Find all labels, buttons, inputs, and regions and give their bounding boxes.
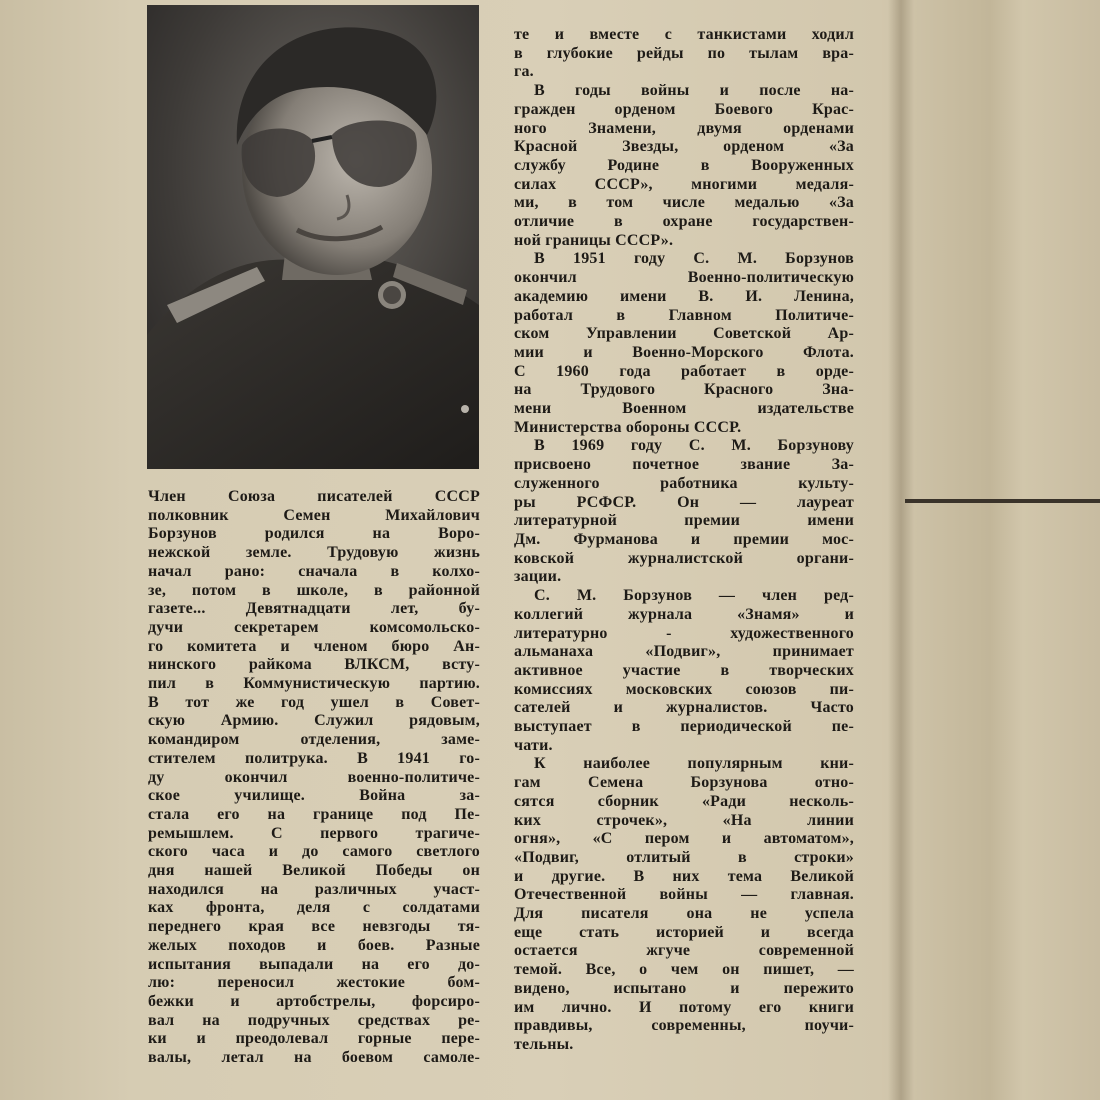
text-line: литературно - художественного xyxy=(514,624,854,642)
text-line: темой. Все, о чем он пишет, — xyxy=(514,961,854,979)
text-line: командиром отделения, заме- xyxy=(148,731,480,749)
text-line: К наиболее популярным кни- xyxy=(534,755,854,773)
text-line: остается жгуче современной xyxy=(514,942,854,960)
text-line: вал на подручных средствах ре- xyxy=(148,1011,480,1029)
text-line: ми, в том числе медалью «За xyxy=(514,194,854,212)
text-line: ского часа и до самого светлого xyxy=(148,843,480,861)
text-line: в глубокие рейды по тылам вра- xyxy=(514,44,854,62)
text-line: ду окончил военно-политиче- xyxy=(148,768,480,786)
text-line: переднего края все невзгоды тя- xyxy=(148,918,480,936)
text-line: тельны. xyxy=(514,1035,574,1053)
text-line: мени Военном издательстве xyxy=(514,400,854,418)
text-line: нинского райкома ВЛКСМ, всту- xyxy=(148,656,480,674)
text-line: мии и Военно-Морского Флота. xyxy=(514,343,854,361)
text-line: зе, потом в школе, в районной xyxy=(148,581,480,599)
page-fold-shadow xyxy=(888,0,914,1100)
text-line: гам Семена Борзунова отно- xyxy=(514,774,854,792)
text-line: «Подвиг, отлитый в строки» xyxy=(514,848,854,866)
text-line: ском Управлении Советской Ар- xyxy=(514,325,854,343)
text-line: те и вместе с танкистами ходил xyxy=(514,26,854,43)
text-line: испытания выпадали на его до- xyxy=(148,955,480,973)
text-line: дня нашей Великой Победы он xyxy=(148,862,480,880)
text-line: ких строчек», «На линии xyxy=(514,811,854,829)
text-line: С 1960 года работает в орде- xyxy=(514,362,854,380)
text-line: комиссиях московских союзов пи- xyxy=(514,680,854,698)
text-line: и другие. В них тема Великой xyxy=(514,867,854,885)
text-line: полковник Семен Михайлович xyxy=(148,506,480,524)
text-line: го комитета и членом бюро Ан- xyxy=(148,637,480,655)
text-line: им лично. И потому его книги xyxy=(514,998,854,1016)
text-line: силах СССР», многими медаля- xyxy=(514,175,854,193)
text-line: сателей и журналистов. Часто xyxy=(514,699,854,717)
text-line: Отечественной войны — главная. xyxy=(514,886,854,904)
horizontal-rule xyxy=(905,499,1100,503)
text-line: лю: переносил жестокие бом- xyxy=(148,974,480,992)
text-line: начал рано: сначала в колхо- xyxy=(148,562,480,580)
text-line: В 1969 году С. М. Борзунову xyxy=(534,437,854,455)
text-line: Для писателя она не успела xyxy=(514,905,854,923)
text-line: В 1951 году С. М. Борзунов xyxy=(534,250,854,268)
text-line: В годы войны и после на- xyxy=(534,82,854,100)
text-line: бежки и артобстрелы, форсиро- xyxy=(148,992,480,1010)
author-portrait-photo xyxy=(147,5,479,469)
text-line: С. М. Борзунов — член ред- xyxy=(534,587,854,605)
text-line: В тот же год ушел в Совет- xyxy=(148,693,480,711)
text-line: сятся сборник «Ради несколь- xyxy=(514,792,854,810)
text-line: окончил Военно-политическую xyxy=(514,269,854,287)
text-line: службу Родине в Вооруженных xyxy=(514,156,854,174)
text-line: активное участие в творческих xyxy=(514,661,854,679)
portrait-photo-icon xyxy=(147,5,479,469)
text-line: ры РСФСР. Он — лауреат xyxy=(514,493,854,511)
text-line: ковской журналистской органи- xyxy=(514,549,854,567)
text-line: нежской земле. Трудовую жизнь xyxy=(148,544,480,562)
right-text-column xyxy=(514,26,854,1055)
text-line: присвоено почетное звание За- xyxy=(514,456,854,474)
text-line: Дм. Фурманова и премии мос- xyxy=(514,530,854,548)
text-line: стала его на границе под Пе- xyxy=(148,805,480,823)
text-line: чати. xyxy=(514,736,553,754)
text-line: ки и преодолевал горные пере- xyxy=(148,1030,480,1048)
text-line: Министерства обороны СССР. xyxy=(514,418,742,436)
text-line: Красной Звезды, орденом «За xyxy=(514,138,854,156)
text-line: выступает в периодической пе- xyxy=(514,718,854,736)
text-line: валы, летал на боевом самоле- xyxy=(148,1049,480,1067)
text-line: правдивы, современны, поучи- xyxy=(514,1017,854,1035)
text-line: ское училище. Война за- xyxy=(148,787,480,805)
text-line: пил в Коммунистическую партию. xyxy=(148,675,480,693)
text-line: отличие в охране государствен- xyxy=(514,213,854,231)
text-line: желых походов и боев. Разные xyxy=(148,936,480,954)
text-line: огня», «С пером и автоматом», xyxy=(514,830,854,848)
left-text-column xyxy=(148,488,480,1068)
text-line: скую Армию. Служил рядовым, xyxy=(148,712,480,730)
text-line: находился на различных участ- xyxy=(148,880,480,898)
text-line: академию имени В. И. Ленина, xyxy=(514,287,854,305)
text-line: альманаха «Подвиг», принимает xyxy=(514,643,854,661)
text-line: на Трудового Красного Зна- xyxy=(514,381,854,399)
text-line: газете... Девятнадцати лет, бу- xyxy=(148,600,480,618)
text-line: га. xyxy=(514,63,534,81)
text-line: коллегий журнала «Знамя» и xyxy=(514,605,854,623)
text-line: зации. xyxy=(514,568,562,586)
text-line: служенного работника культу- xyxy=(514,474,854,492)
text-line: Член Союза писателей СССР xyxy=(148,488,480,505)
text-line: ках фронта, деля с солдатами xyxy=(148,899,480,917)
text-line: ного Знамени, двумя орденами xyxy=(514,119,854,137)
text-line: стителем политрука. В 1941 го- xyxy=(148,749,480,767)
text-line: ремышлем. С первого трагиче- xyxy=(148,824,480,842)
text-line: видено, испытано и пережито xyxy=(514,979,854,997)
text-line: работал в Главном Политиче- xyxy=(514,306,854,324)
text-line: литературной премии имени xyxy=(514,512,854,530)
text-line: ной границы СССР». xyxy=(514,231,674,249)
text-line: дучи секретарем комсомольско- xyxy=(148,618,480,636)
text-line: еще стать историей и всегда xyxy=(514,923,854,941)
text-line: Борзунов родился на Воро- xyxy=(148,525,480,543)
text-line: гражден орденом Боевого Крас- xyxy=(514,100,854,118)
